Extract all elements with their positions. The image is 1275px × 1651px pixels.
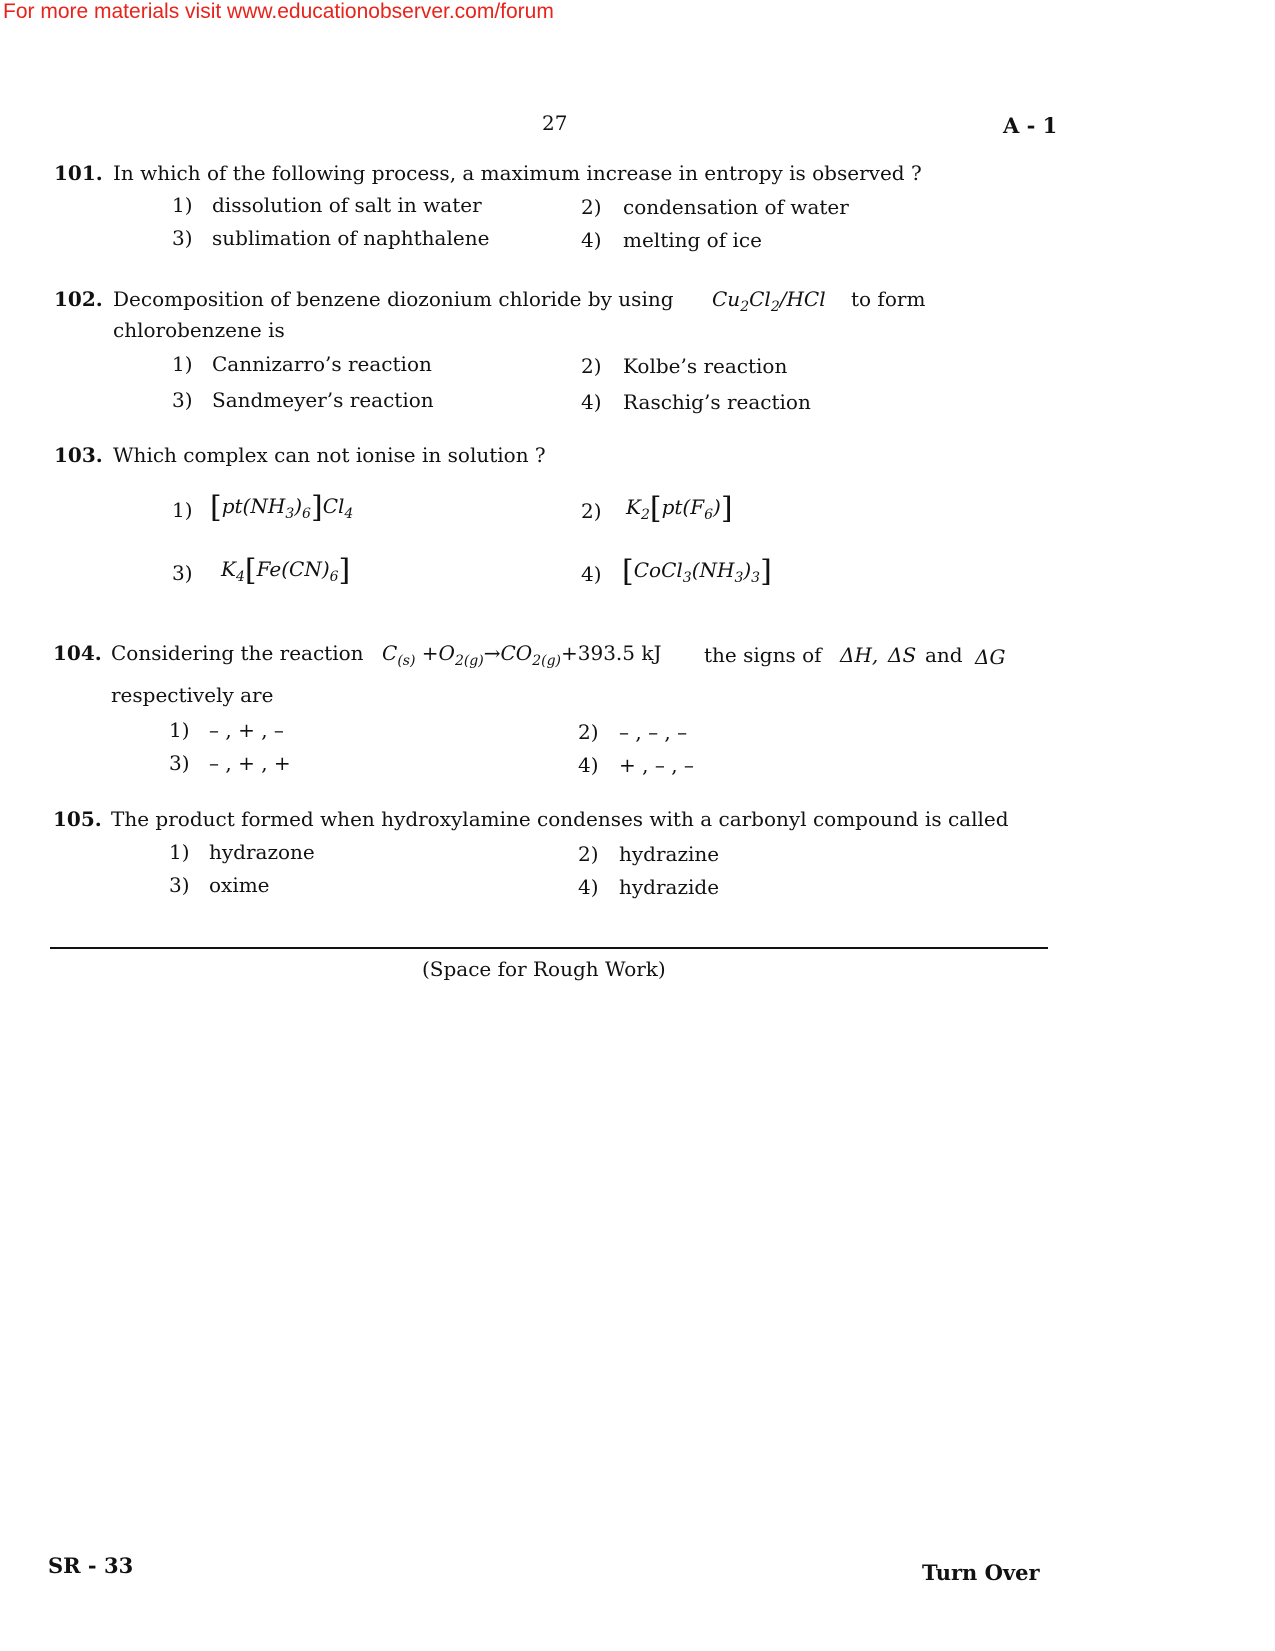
option-number: 2) [581,354,602,378]
option-text: Raschig’s reaction [623,390,811,414]
complex-formula: $[CoCl_3(NH_3)_3]$ [622,554,772,589]
option-number: 1) [172,352,193,376]
question-text: Decomposition of benzene diozonium chloride by using [113,287,674,311]
option-text: Sandmeyer’s reaction [212,388,434,412]
option-text: – , – , – [619,720,688,744]
complex-formula: $K_4[Fe(CN)_6]$ [221,553,351,588]
separator-rule [50,947,1048,949]
reagent-formula: $Cu_2Cl_2$/HCl [712,287,826,315]
question-text: Considering the reaction [111,641,364,665]
option-text: hydrazide [619,875,720,899]
series-code: SR - 33 [48,1553,134,1578]
option-text: sublimation of naphthalene [212,226,490,250]
question-number: 103. [54,443,103,467]
option-number: 2) [578,720,599,744]
option-number: 3) [169,873,190,897]
option-number: 3) [172,561,193,585]
question-number: 101. [54,161,103,185]
option-text: + , – , – [619,753,694,777]
option-number: 1) [169,718,190,742]
page-number: 27 [542,111,568,135]
option-text: Cannizarro’s reaction [212,352,432,376]
option-text: melting of ice [623,228,762,252]
option-number: 3) [172,388,193,412]
option-text: dissolution of salt in water [212,193,482,217]
option-text: – , + , – [209,718,284,742]
option-number: 2) [578,842,599,866]
option-text: condensation of water [623,195,849,219]
delta-g: ΔG [975,645,1006,669]
delta-s: ΔS [888,643,917,667]
complex-formula: $[pt(NH_3)_6]Cl_4$ [210,490,354,525]
question-text: chlorobenzene is [113,318,285,342]
reaction-equation: $C_{(s)} +O_{2(g)}\to CO_{2(g)}+393.5$ kJ [382,641,662,669]
option-text: hydrazone [209,840,315,864]
option-text: Kolbe’s reaction [623,354,788,378]
question-text: In which of the following process, a maximum increase in entropy is observed ? [113,161,922,185]
option-number: 4) [581,390,602,414]
option-text: hydrazine [619,842,720,866]
option-number: 4) [581,228,602,252]
option-number: 2) [581,195,602,219]
option-number: 3) [169,751,190,775]
option-number: 3) [172,226,193,250]
question-number: 102. [54,287,103,311]
question-text: The product formed when hydroxylamine condenses with a carbonyl compound is called [111,807,1009,831]
booklet-code: A - 1 [1003,113,1058,138]
option-number: 1) [172,498,193,522]
option-number: 4) [578,753,599,777]
complex-formula: $K_2[pt(F_6)]$ [626,491,733,526]
question-text: the signs of [704,643,822,667]
website-banner[interactable]: For more materials visit www.educationobserver.com/forum [3,0,554,23]
option-number: 4) [578,875,599,899]
question-number: 104. [53,641,102,665]
delta-h: ΔH, [840,643,879,667]
option-number: 4) [581,562,602,586]
option-number: 1) [169,840,190,864]
option-text: – , + , + [209,751,291,775]
question-text: Which complex can not ionise in solution ? [113,443,546,467]
option-number: 2) [581,499,602,523]
turn-over-label: Turn Over [922,1560,1040,1585]
question-text: and [925,643,963,667]
option-number: 1) [172,193,193,217]
question-number: 105. [53,807,102,831]
option-text: oxime [209,873,270,897]
question-text: to form [851,287,926,311]
question-text: respectively are [111,683,274,707]
rough-work-label: (Space for Rough Work) [422,957,666,981]
